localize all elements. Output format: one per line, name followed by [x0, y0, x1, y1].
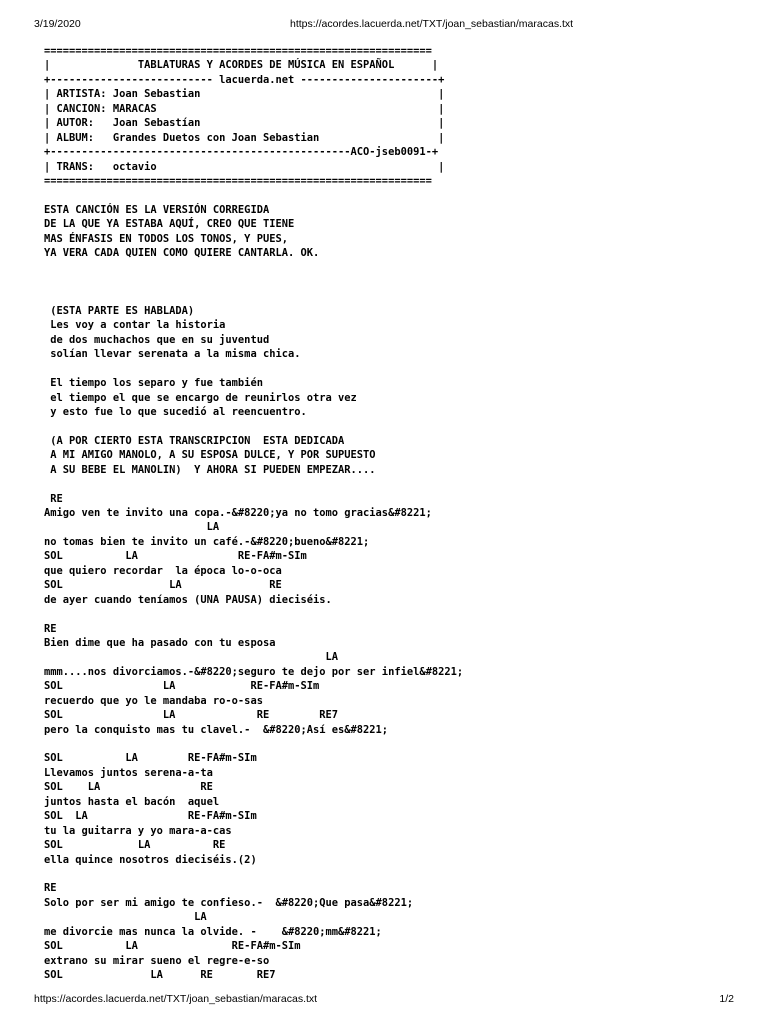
text-line: no tomas bien te invito un café.-&#8220;bueno&#8221; [44, 535, 370, 548]
text-line: El tiempo los separo y fue también [44, 377, 263, 390]
text-line: | ALBUM: Grandes Duetos con Joan Sebastian | [44, 131, 445, 144]
text-line: SOL LA RE [44, 781, 213, 794]
text-line: que quiero recordar la época lo-o-oca [44, 564, 282, 577]
text-line: ============================================================== [44, 45, 432, 57]
text-line [44, 607, 463, 621]
text-line [44, 188, 463, 202]
text-line: RE [44, 622, 57, 635]
text-line: el tiempo el que se encargo de reunirlos otra vez [44, 391, 357, 404]
text-line: Solo por ser mi amigo te confieso.- &#8220;Que pasa&#8221; [44, 896, 414, 909]
text-line [44, 362, 463, 376]
text-line: SOL LA RE-FA#m-SIm [44, 940, 301, 953]
text-line: ============================================================== [44, 174, 432, 187]
text-line: tu la guitarra y yo mara-a-cas [44, 824, 232, 837]
text-line: +------------------------------------------------ACO-jseb0091-+ [44, 146, 439, 159]
text-line: pero la conquisto mas tu clavel.- &#8220;Así es&#8221; [44, 723, 389, 736]
footer-url[interactable]: https://acordes.lacuerda.net/TXT/joan_sebastian/maracas.txt [34, 993, 318, 1005]
text-line: SOL LA RE [44, 839, 226, 852]
song-text [44, 44, 463, 982]
text-line: LA [44, 651, 339, 664]
text-line: YA VERA CADA QUIEN COMO QUIERE CANTARLA. OK. [44, 247, 320, 260]
text-line: (ESTA PARTE ES HABLADA) [44, 304, 195, 317]
text-line: RE [44, 882, 57, 895]
text-line: LA [44, 911, 207, 924]
text-line: | AUTOR: Joan Sebastían | [44, 117, 445, 130]
print-url[interactable]: https://acordes.lacuerda.net/TXT/joan_sebastian/maracas.txt [290, 18, 574, 30]
text-line: extrano su mirar sueno el regre-e-so [44, 954, 270, 967]
text-line: ella quince nosotros dieciséis.(2) [44, 853, 257, 866]
text-line: (A POR CIERTO ESTA TRANSCRIPCION ESTA DEDICADA [44, 434, 345, 447]
text-line [44, 477, 463, 491]
text-line: MAS ÉNFASIS EN TODOS LOS TONOS, Y PUES, [44, 232, 288, 245]
text-line: | CANCION: MARACAS | [44, 102, 445, 115]
text-line: SOL LA RE [44, 579, 282, 592]
text-line: Llevamos juntos serena-a-ta [44, 766, 213, 779]
text-line: recuerdo que yo le mandaba ro-o-sas [44, 694, 263, 707]
text-line [44, 289, 463, 303]
text-line: | ARTISTA: Joan Sebastian | [44, 88, 445, 101]
text-line: A MI AMIGO MANOLO, A SU ESPOSA DULCE, Y POR SUPUESTO [44, 449, 376, 462]
text-line: solían llevar serenata a la misma chica. [44, 348, 301, 361]
text-line: me divorcie mas nunca la olvide. - &#8220;mm&#8221; [44, 925, 382, 938]
text-line: SOL LA RE-FA#m-SIm [44, 550, 307, 563]
text-line: LA [44, 521, 220, 534]
text-line: SOL LA RE RE7 [44, 709, 339, 722]
text-line: +-------------------------- lacuerda.net ----------------------+ [44, 73, 445, 86]
text-line: A SU BEBE EL MANOLIN) Y AHORA SI PUEDEN EMPEZAR.... [44, 463, 376, 476]
text-line: RE [44, 492, 63, 505]
text-line [44, 261, 463, 275]
text-line: Les voy a contar la historia [44, 319, 226, 332]
text-line: | TABLATURAS Y ACORDES DE MÚSICA EN ESPAÑOL | [44, 59, 439, 72]
text-line [44, 419, 463, 433]
text-line: y esto fue lo que sucedió al reencuentro. [44, 405, 307, 418]
text-line: juntos hasta el bacón aquel [44, 795, 220, 808]
text-line [44, 275, 463, 289]
text-line: DE LA QUE YA ESTABA AQUÍ, CREO QUE TIENE [44, 218, 295, 231]
text-line: | TRANS: octavio | [44, 160, 445, 173]
text-line: SOL LA RE-FA#m-SIm [44, 810, 257, 823]
print-date: 3/19/2020 [34, 18, 81, 30]
text-line: de dos muchachos que en su juventud [44, 333, 270, 346]
text-line [44, 867, 463, 881]
text-line: ESTA CANCIÓN ES LA VERSIÓN CORREGIDA [44, 203, 270, 216]
text-line: SOL LA RE RE7 [44, 969, 276, 981]
text-line [44, 737, 463, 751]
text-line: Bien dime que ha pasado con tu esposa [44, 636, 276, 649]
text-line: Amigo ven te invito una copa.-&#8220;ya no tomo gracias&#8221; [44, 507, 432, 519]
page-number: 1/2 [719, 993, 734, 1005]
text-line: SOL LA RE-FA#m-SIm [44, 680, 320, 693]
text-line: de ayer cuando teníamos (UNA PAUSA) dieciséis. [44, 593, 332, 606]
text-line: SOL LA RE-FA#m-SIm [44, 752, 257, 765]
text-line: mmm....nos divorciamos.-&#8220;seguro te dejo por ser infiel&#8221; [44, 665, 464, 678]
